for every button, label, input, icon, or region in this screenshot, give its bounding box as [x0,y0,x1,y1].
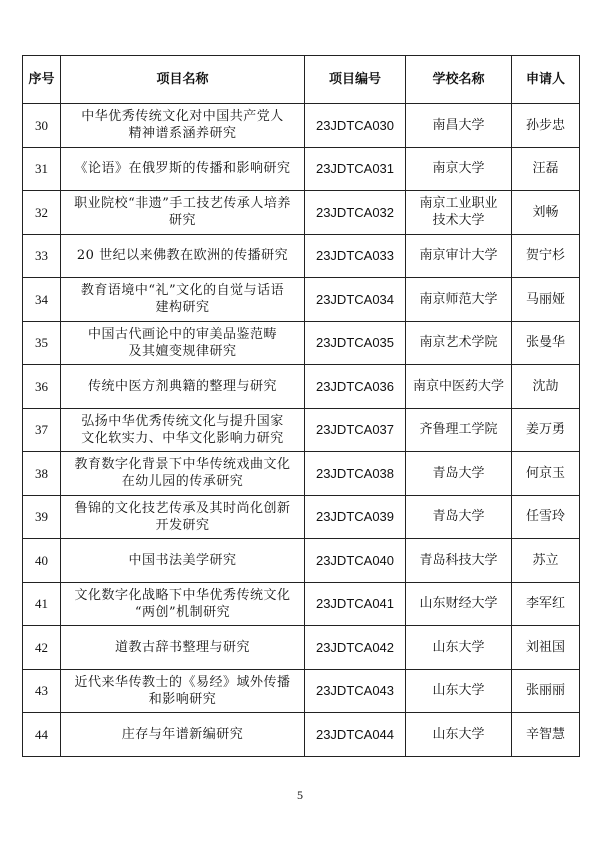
project-name-cell [61,713,305,757]
school-name-line: 南京中医药大学 [412,378,504,394]
project-name-cell [61,104,305,148]
project-code-cell: 23JDTCA037 [305,408,406,452]
school-name-line: 山东大学 [432,639,485,655]
project-name-cell [61,147,305,191]
school-name-line: 青岛科技大学 [419,552,498,568]
applicant-cell: 刘祖国 [512,626,580,670]
project-code-cell: 23JDTCA032 [305,191,406,235]
table-row [23,278,580,322]
project-name-cell [61,365,305,409]
project-code-cell: 23JDTCA030 [305,104,406,148]
applicant-cell: 孙步忠 [512,104,580,148]
project-name-cell [61,278,305,322]
project-name-line: 道教古辞书整理与研究 [114,639,250,655]
applicant-cell: 何京玉 [512,452,580,496]
table-body [23,104,580,757]
project-name-cell [61,191,305,235]
table-row [23,495,580,539]
table-header-row [23,56,580,104]
project-name-line: 和影响研究 [148,691,217,707]
project-code-cell: 23JDTCA038 [305,452,406,496]
table-row [23,713,580,757]
project-name-cell [61,669,305,713]
serial-number-cell: 42 [23,626,61,670]
project-name-line: 《论语》在俄罗斯的传播和影响研究 [74,161,291,177]
project-name-line: 传统中医方剂典籍的整理与研究 [87,378,277,394]
project-name-line: 20 世纪以来佛教在欧洲的传播研究 [76,248,289,264]
project-name-line: 文化软实力、中华文化影响力研究 [81,430,284,446]
project-name-line: 鲁锦的文化技艺传承及其时尚化创新 [74,500,291,516]
project-name-line: 教育数字化背景下中华传统戏曲文化 [74,457,291,473]
table-row [23,582,580,626]
table-row [23,191,580,235]
project-code-cell: 23JDTCA042 [305,626,406,670]
project-code-cell: 23JDTCA043 [305,669,406,713]
project-name-line: 中华优秀传统文化对中国共产党人 [81,109,284,125]
project-code-cell: 23JDTCA039 [305,495,406,539]
school-name-line: 山东财经大学 [419,596,498,612]
project-name-line: 文化数字化战略下中华优秀传统文化 [74,587,291,603]
serial-number-cell: 38 [23,452,61,496]
applicant-cell: 马丽娅 [512,278,580,322]
project-name-line: 建构研究 [155,300,210,316]
project-name-line: 在幼儿园的传承研究 [121,474,244,490]
school-name-line: 山东大学 [432,683,485,699]
project-name-cell [61,495,305,539]
school-name-cell [406,408,512,452]
header-school-name: 学校名称 [406,56,512,104]
project-name-cell [61,539,305,583]
project-name-cell [61,582,305,626]
table-row [23,365,580,409]
school-name-line: 南京艺术学院 [419,335,498,351]
project-name-line: 精神谱系涵养研究 [128,126,237,142]
school-name-cell [406,713,512,757]
header-applicant: 申请人 [512,56,580,104]
applicant-cell: 姜万勇 [512,408,580,452]
serial-number-cell: 43 [23,669,61,713]
school-name-cell [406,365,512,409]
applicant-cell: 任雪玲 [512,495,580,539]
serial-number-cell: 39 [23,495,61,539]
school-name-cell [406,452,512,496]
project-name-line: 教育语境中“礼”文化的自觉与话语 [80,283,285,299]
table-row [23,147,580,191]
project-code-cell: 23JDTCA034 [305,278,406,322]
school-name-cell [406,495,512,539]
school-name-line: 青岛大学 [432,509,485,525]
school-name-line: 南京大学 [432,161,485,177]
serial-number-cell: 35 [23,321,61,365]
project-name-line: “两创”机制研究 [134,604,231,620]
project-table [22,55,580,757]
project-name-line: 开发研究 [155,517,210,533]
table-row [23,452,580,496]
project-code-cell: 23JDTCA031 [305,147,406,191]
project-name-line: 及其嬗变规律研究 [128,343,237,359]
project-code-cell: 23JDTCA041 [305,582,406,626]
school-name-line: 南京审计大学 [419,248,498,264]
project-name-line: 职业院校“非遗”手工技艺传承人培养 [74,196,291,212]
header-project-code: 项目编号 [305,56,406,104]
school-name-cell [406,191,512,235]
school-name-cell [406,582,512,626]
table-row [23,626,580,670]
project-name-cell [61,234,305,278]
serial-number-cell: 36 [23,365,61,409]
project-code-cell: 23JDTCA035 [305,321,406,365]
table-row [23,669,580,713]
header-serial-number: 序号 [23,56,61,104]
table-row [23,539,580,583]
school-name-cell [406,278,512,322]
applicant-cell: 苏立 [512,539,580,583]
school-name-line: 青岛大学 [432,465,485,481]
school-name-cell [406,147,512,191]
serial-number-cell: 44 [23,713,61,757]
project-name-line: 弘扬中华优秀传统文化与提升国家 [81,413,284,429]
applicant-cell: 张丽丽 [512,669,580,713]
applicant-cell: 汪磊 [512,147,580,191]
school-name-cell [406,669,512,713]
header-project-name: 项目名称 [61,56,305,104]
serial-number-cell: 40 [23,539,61,583]
school-name-line: 南京工业职业 [419,196,498,212]
project-name-cell [61,626,305,670]
table-row [23,234,580,278]
project-name-cell [61,452,305,496]
school-name-cell [406,104,512,148]
project-code-cell: 23JDTCA044 [305,713,406,757]
project-name-line: 庄存与年谱新编研究 [121,726,244,742]
serial-number-cell: 33 [23,234,61,278]
applicant-cell: 张曼华 [512,321,580,365]
project-code-cell: 23JDTCA033 [305,234,406,278]
table-row [23,104,580,148]
project-name-line: 研究 [168,213,196,229]
applicant-cell: 沈劼 [512,365,580,409]
serial-number-cell: 31 [23,147,61,191]
school-name-cell [406,234,512,278]
school-name-line: 技术大学 [432,213,485,229]
school-name-line: 齐鲁理工学院 [419,422,498,438]
project-name-line: 近代来华传教士的《易经》域外传播 [74,674,291,690]
project-code-cell: 23JDTCA036 [305,365,406,409]
school-name-line: 南昌大学 [432,117,485,133]
project-code-cell: 23JDTCA040 [305,539,406,583]
serial-number-cell: 32 [23,191,61,235]
school-name-cell [406,626,512,670]
serial-number-cell: 30 [23,104,61,148]
school-name-line: 山东大学 [432,726,485,742]
applicant-cell: 辛智慧 [512,713,580,757]
school-name-cell [406,321,512,365]
table-row [23,408,580,452]
serial-number-cell: 37 [23,408,61,452]
serial-number-cell: 41 [23,582,61,626]
applicant-cell: 贺宁杉 [512,234,580,278]
serial-number-cell: 34 [23,278,61,322]
project-name-cell [61,408,305,452]
table-row [23,321,580,365]
applicant-cell: 刘畅 [512,191,580,235]
project-name-line: 中国书法美学研究 [128,552,237,568]
school-name-cell [406,539,512,583]
page-number: 5 [297,788,303,802]
school-name-line: 南京师范大学 [419,291,498,307]
project-name-line: 中国古代画论中的审美品鉴范畴 [87,326,277,342]
applicant-cell: 李军红 [512,582,580,626]
project-name-cell [61,321,305,365]
